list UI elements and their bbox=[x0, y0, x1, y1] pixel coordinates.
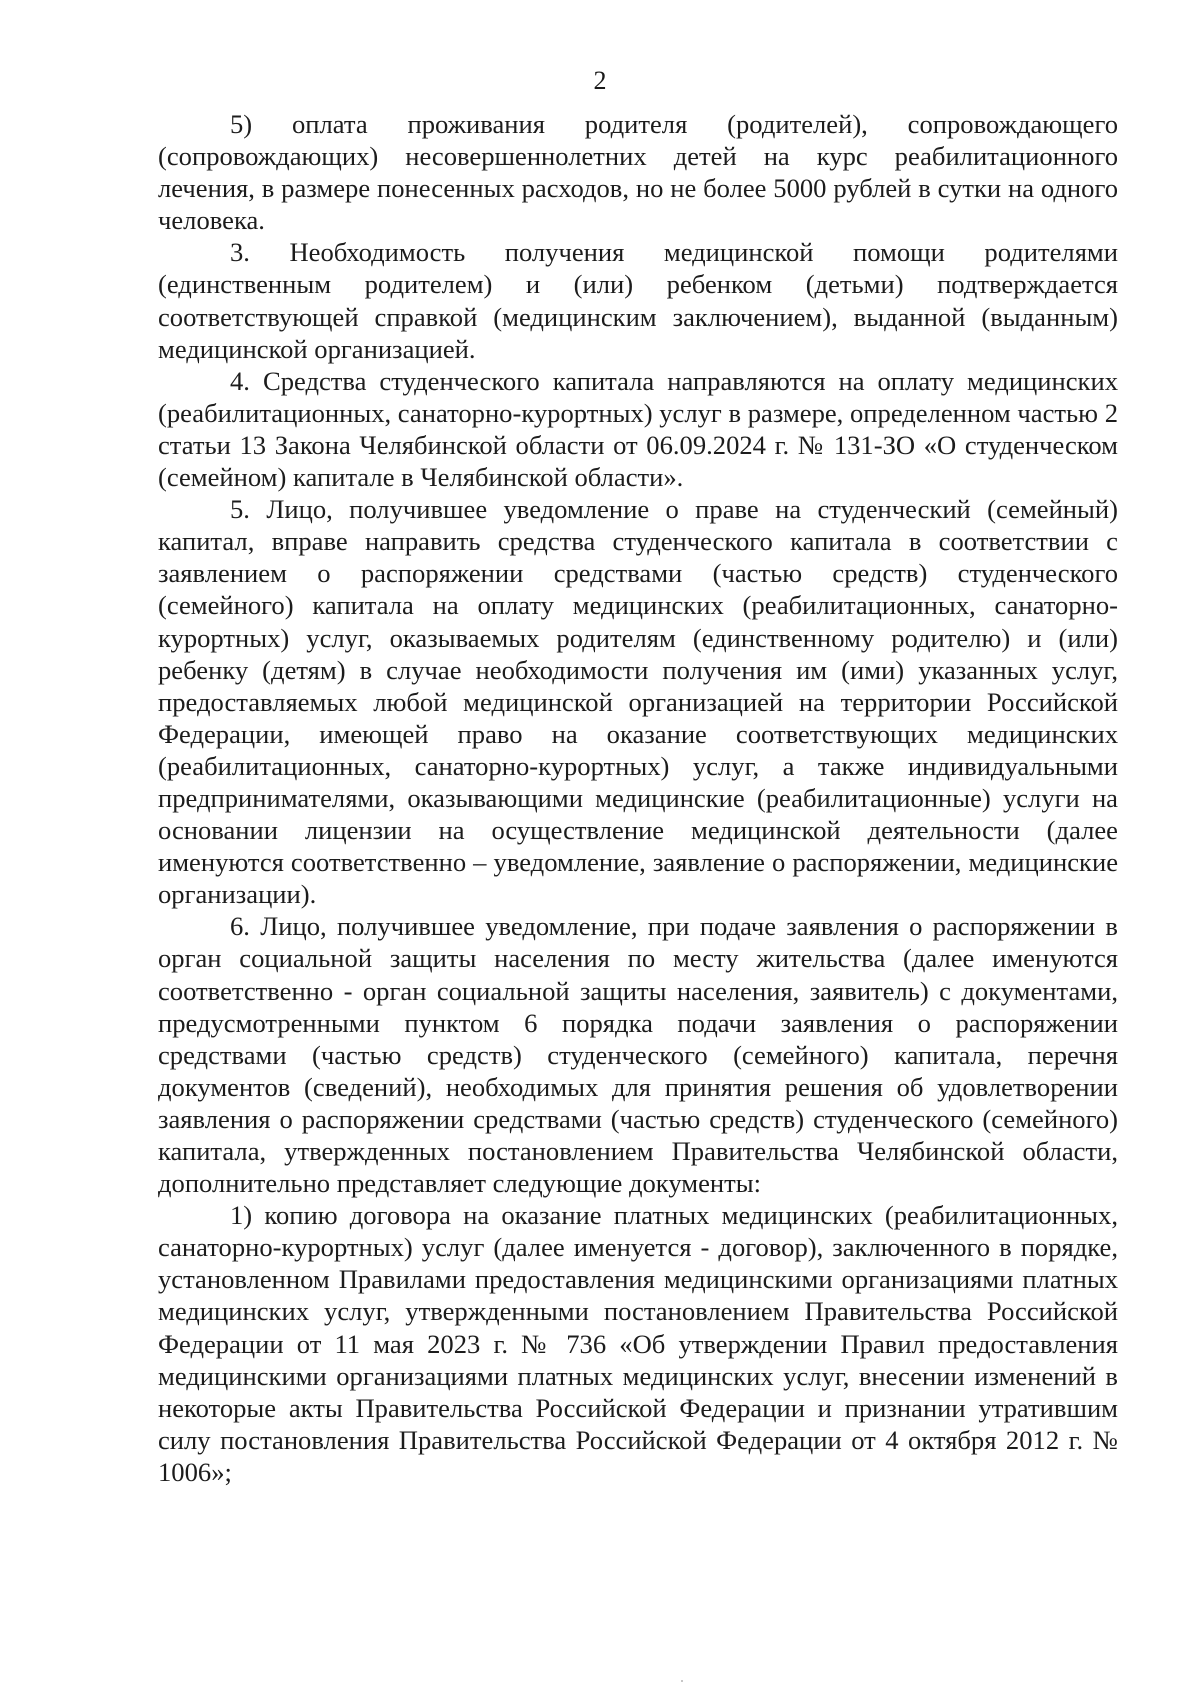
paragraph-6-application: 6. Лицо, получившее уведомление, при подаче заявления о распоряжении в орган социальной защиты населения по месту жительства (далее именуются соответственно - орган социальной защиты населения, заявитель) с документами, предусмотренными пунктом 6 порядка подачи заявления о распоряжении средствами (частью средств) студенческого (семейного) капитала, перечня документов (сведений), необходимых для принятия решения об удовлетворении заявления о распоряжении средствами (частью средств) студенческого (семейного) капитала, утвержденных постановлением Правительства Челябинской области, дополнительно представляет следующие документы: bbox=[158, 911, 1118, 1199]
paragraph-4-capital-funds: 4. Средства студенческого капитала направляются на оплату медицинских (реабилитационных, санаторно-курортных) услуг в размере, определенном частью 2 статьи 13 Закона Челябинской области от 06.09.2024 г. № 131-ЗО «О студенческом (семейном) капитале в Челябинской области». bbox=[158, 365, 1118, 493]
document-body bbox=[158, 108, 1118, 1488]
page-number: 2 bbox=[593, 66, 607, 95]
paragraph-item-1-contract-copy: 1) копию договора на оказание платных медицинских (реабилитационных, санаторно-курортных) услуг (далее именуется - договор), заключенного в порядке, установленном Правилами предоставления медицинскими организациями платных медицинских услуг, утвержденными постановлением Правительства Российской Федерации от 11 мая 2023 г. № 736 «Об утверждении Правил предоставления медицинскими организациями платных медицинских услуг, внесении изменений в некоторые акты Правительства Российской Федерации и признании утратившим силу постановления Правительства Российской Федерации от 4 октября 2012 г. № 1006»; bbox=[158, 1200, 1118, 1487]
scan-artifact-dot bbox=[681, 1680, 683, 1682]
paragraph-3-medical-need: 3. Необходимость получения медицинской помощи родителями (единственным родителем) и (или) ребенком (детьми) подтверждается соответствующей справкой (медицинским заключением), выданной (выданным) медицинской организацией. bbox=[158, 237, 1118, 364]
paragraph-item-5-accommodation: 5) оплата проживания родителя (родителей), сопровождающего (сопровождающих) несовершеннолетних детей на курс реабилитационного лечения, в размере понесенных расходов, но не более 5000 рублей в сутки на одного человека. bbox=[158, 109, 1118, 236]
paragraph-5-notification-holder: 5. Лицо, получившее уведомление о праве на студенческий (семейный) капитал, вправе направить средства студенческого капитала в соответствии с заявлением о распоряжении средствами (частью средств) студенческого (семейного) капитала на оплату медицинских (реабилитационных, санаторно-курортных) услуг, оказываемых родителям (единственному родителю) и (или) ребенку (детям) в случае необходимости получения им (ими) указанных услуг, предоставляемых любой медицинской организацией на территории Российской Федерации, имеющей право на оказание соответствующих медицинских (реабилитационных, санаторно-курортных) услуг, а также индивидуальными предпринимателями, оказывающими медицинские (реабилитационные) услуги на основании лицензии на осуществление медицинской деятельности (далее именуются соответственно – уведомление, заявление о распоряжении, медицинские организации). bbox=[158, 494, 1118, 910]
